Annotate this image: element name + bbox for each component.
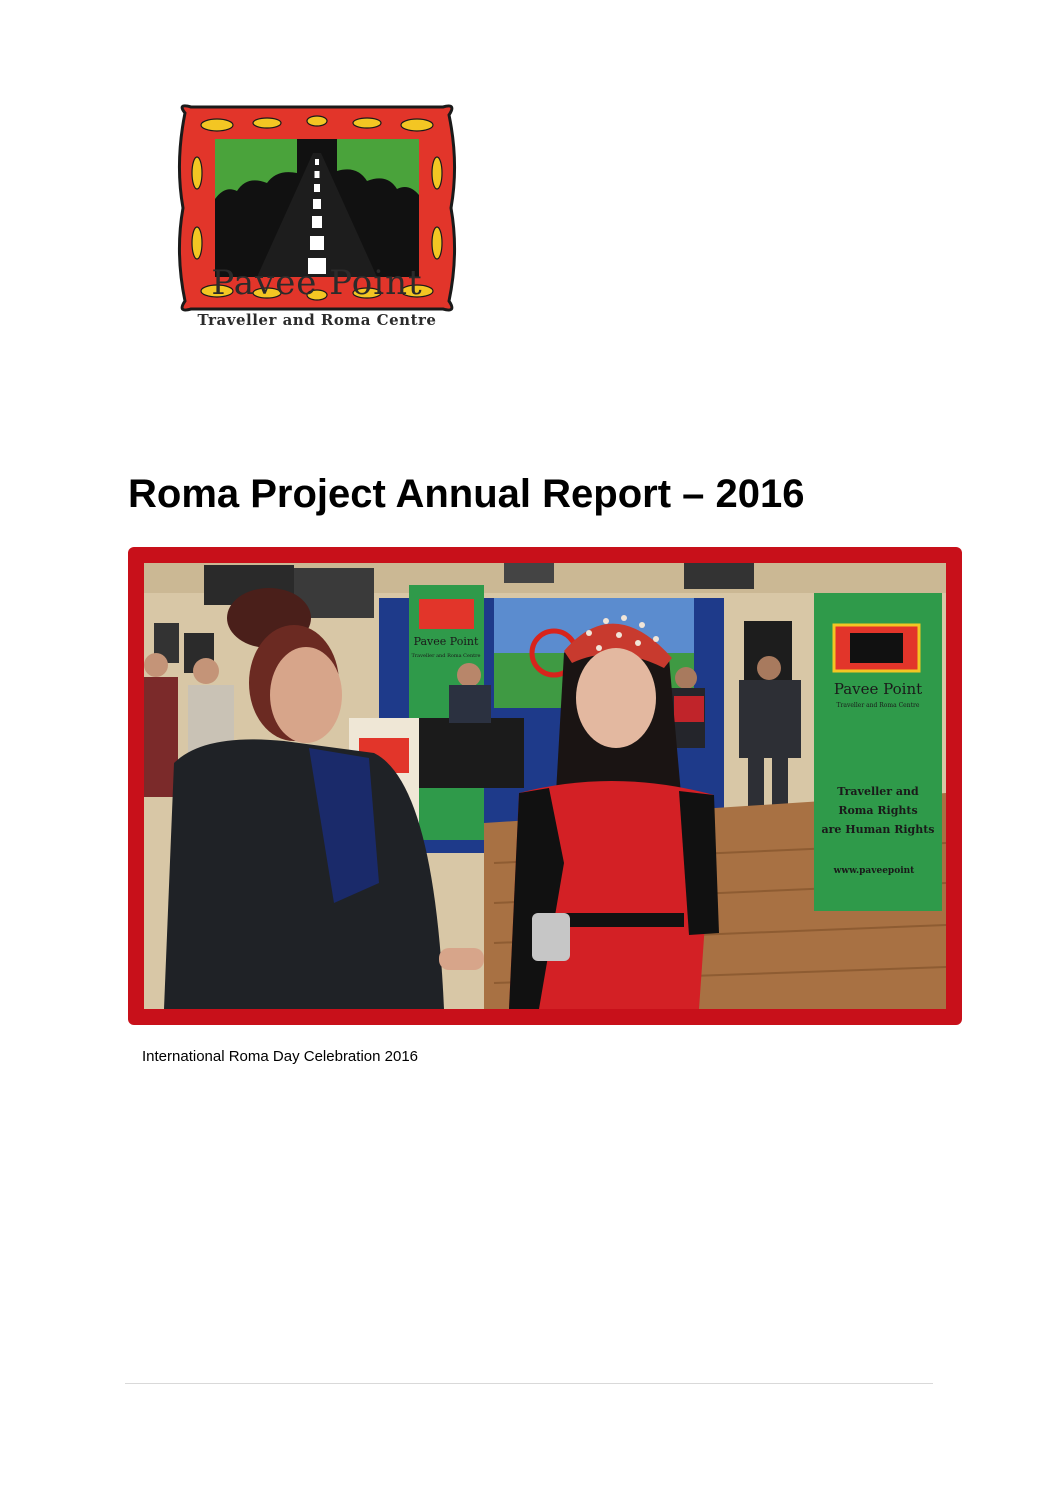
event-photo — [144, 563, 946, 1009]
right-banner-name: Pavee Point — [833, 680, 923, 698]
right-banner-website: www.paveepoint — [833, 866, 915, 876]
photo-frame — [128, 547, 962, 1025]
footer-divider — [125, 1383, 933, 1384]
logo-name: Pavee Point — [211, 263, 423, 303]
right-banner-slogan-line1: Traveller and — [837, 785, 919, 798]
right-banner-tagline: Traveller and Roma Centre — [836, 702, 920, 709]
left-banner-tagline: Traveller and Roma Centre — [411, 653, 481, 659]
pavee-point-logo — [125, 55, 515, 375]
event-photo-illustration — [144, 563, 946, 1009]
logo-tagline: Traveller and Roma Centre — [197, 311, 437, 329]
left-banner-name: Pavee Point — [413, 635, 479, 648]
photo-caption: International Roma Day Celebration 2016 — [142, 1048, 418, 1065]
right-banner-slogan-line2: Roma Rights — [838, 804, 918, 817]
report-title: Roma Project Annual Report – 2016 — [128, 472, 805, 516]
right-banner-slogan-line3: are Human Rights — [821, 823, 935, 836]
